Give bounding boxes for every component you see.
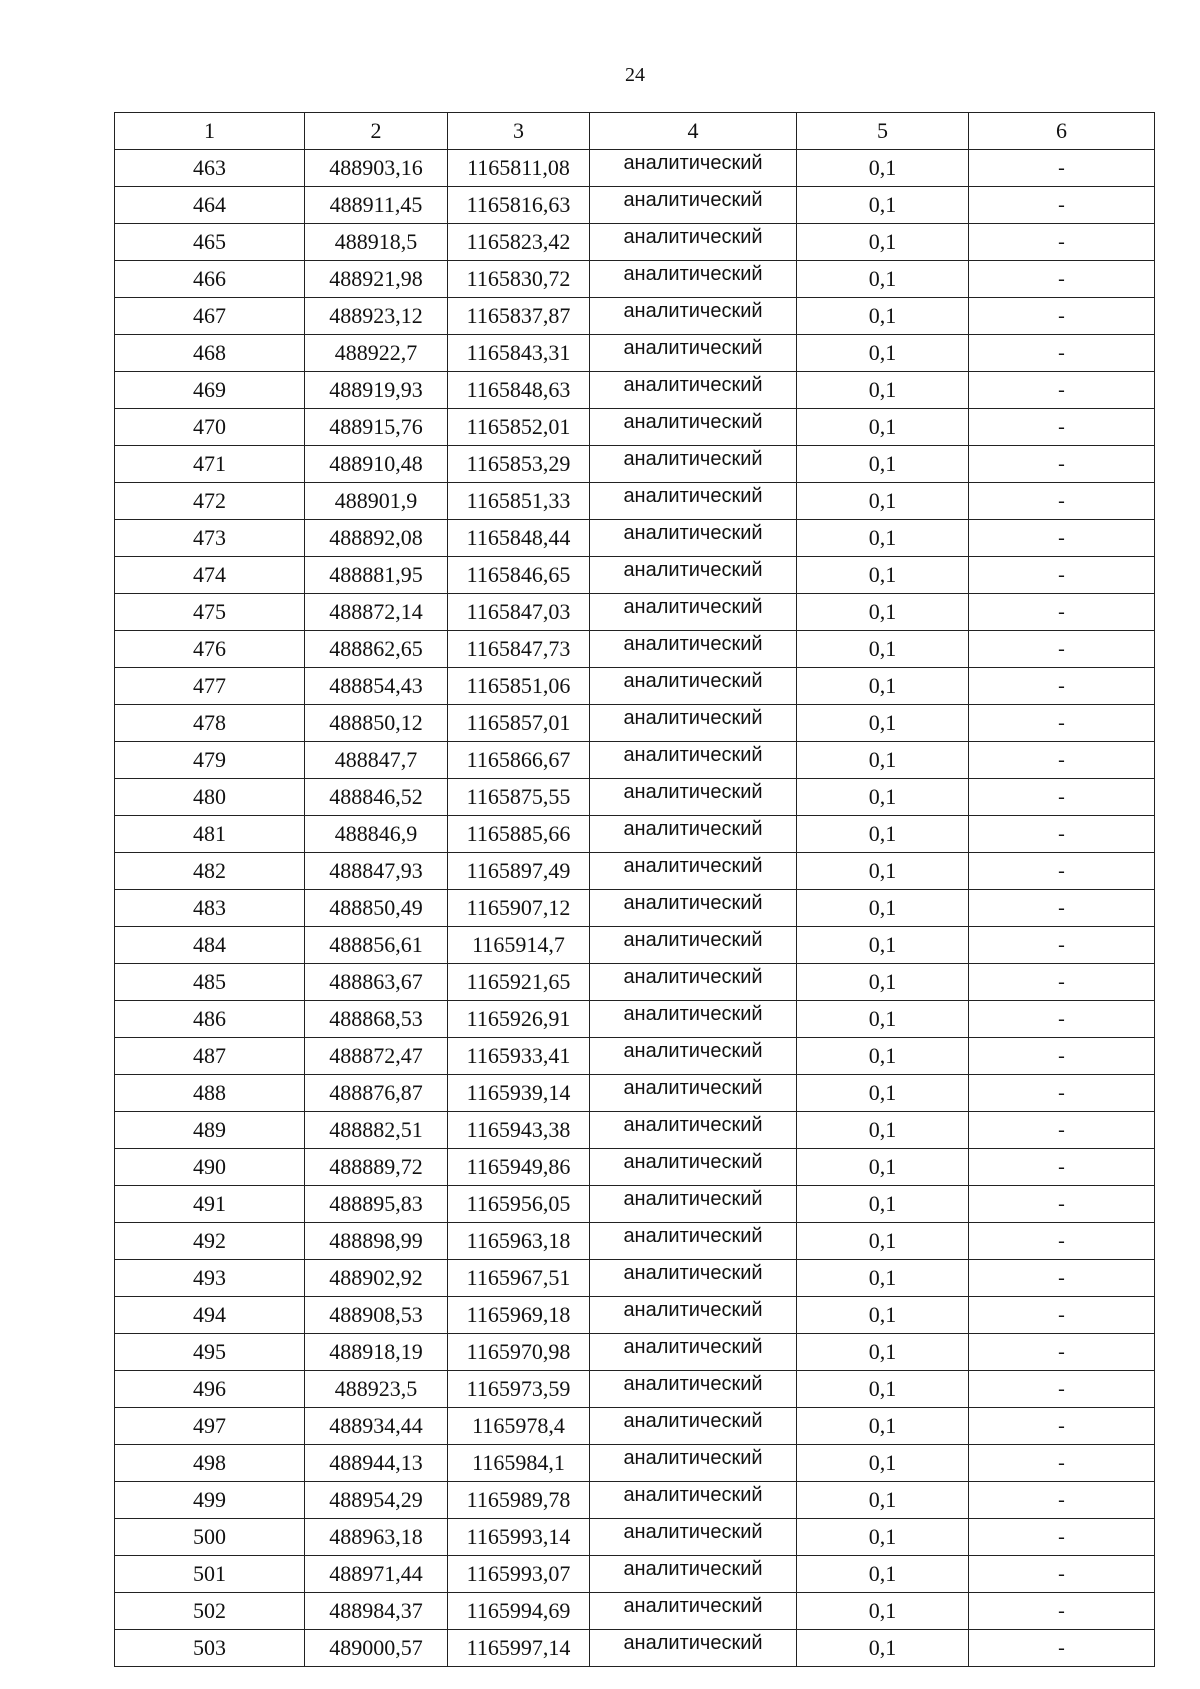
y-coordinate-cell: 1165866,67	[448, 742, 590, 779]
y-coordinate-cell: 1165847,03	[448, 594, 590, 631]
table-row	[115, 779, 1155, 816]
point-number-cell: 480	[115, 779, 305, 816]
point-number-cell: 498	[115, 1445, 305, 1482]
method-cell: аналитический	[590, 1556, 797, 1593]
x-coordinate-cell: 488846,9	[305, 816, 448, 853]
table-row	[115, 1260, 1155, 1297]
point-number-cell: 501	[115, 1556, 305, 1593]
y-coordinate-cell: 1165907,12	[448, 890, 590, 927]
method-cell: аналитический	[590, 1482, 797, 1519]
method-cell: аналитический	[590, 187, 797, 224]
note-cell: -	[969, 261, 1155, 298]
method-cell: аналитический	[590, 1445, 797, 1482]
table-row	[115, 1593, 1155, 1630]
coordinates-table	[114, 112, 1155, 1667]
point-number-cell: 465	[115, 224, 305, 261]
table-row	[115, 853, 1155, 890]
method-cell: аналитический	[590, 853, 797, 890]
note-cell: -	[969, 1223, 1155, 1260]
column-header: 6	[969, 113, 1155, 150]
accuracy-cell: 0,1	[797, 964, 969, 1001]
accuracy-cell: 0,1	[797, 1630, 969, 1667]
y-coordinate-cell: 1165967,51	[448, 1260, 590, 1297]
x-coordinate-cell: 488971,44	[305, 1556, 448, 1593]
note-cell: -	[969, 1482, 1155, 1519]
accuracy-cell: 0,1	[797, 1334, 969, 1371]
x-coordinate-cell: 488963,18	[305, 1519, 448, 1556]
method-cell: аналитический	[590, 631, 797, 668]
accuracy-cell: 0,1	[797, 705, 969, 742]
accuracy-cell: 0,1	[797, 1556, 969, 1593]
method-cell: аналитический	[590, 1408, 797, 1445]
x-coordinate-cell: 488856,61	[305, 927, 448, 964]
y-coordinate-cell: 1165933,41	[448, 1038, 590, 1075]
method-cell: аналитический	[590, 1112, 797, 1149]
y-coordinate-cell: 1165851,06	[448, 668, 590, 705]
point-number-cell: 500	[115, 1519, 305, 1556]
y-coordinate-cell: 1165885,66	[448, 816, 590, 853]
point-number-cell: 477	[115, 668, 305, 705]
x-coordinate-cell: 488954,29	[305, 1482, 448, 1519]
table-row	[115, 1334, 1155, 1371]
y-coordinate-cell: 1165949,86	[448, 1149, 590, 1186]
note-cell: -	[969, 1445, 1155, 1482]
table-row	[115, 557, 1155, 594]
method-cell: аналитический	[590, 705, 797, 742]
point-number-cell: 492	[115, 1223, 305, 1260]
note-cell: -	[969, 927, 1155, 964]
y-coordinate-cell: 1165848,44	[448, 520, 590, 557]
accuracy-cell: 0,1	[797, 224, 969, 261]
point-number-cell: 471	[115, 446, 305, 483]
accuracy-cell: 0,1	[797, 631, 969, 668]
y-coordinate-cell: 1165830,72	[448, 261, 590, 298]
x-coordinate-cell: 488921,98	[305, 261, 448, 298]
note-cell: -	[969, 705, 1155, 742]
note-cell: -	[969, 1075, 1155, 1112]
method-cell: аналитический	[590, 446, 797, 483]
method-cell: аналитический	[590, 1593, 797, 1630]
accuracy-cell: 0,1	[797, 335, 969, 372]
accuracy-cell: 0,1	[797, 927, 969, 964]
x-coordinate-cell: 488872,14	[305, 594, 448, 631]
method-cell: аналитический	[590, 224, 797, 261]
note-cell: -	[969, 1001, 1155, 1038]
note-cell: -	[969, 1297, 1155, 1334]
y-coordinate-cell: 1165914,7	[448, 927, 590, 964]
x-coordinate-cell: 488889,72	[305, 1149, 448, 1186]
method-cell: аналитический	[590, 1371, 797, 1408]
method-cell: аналитический	[590, 1223, 797, 1260]
table-row	[115, 1371, 1155, 1408]
table-row	[115, 483, 1155, 520]
y-coordinate-cell: 1165989,78	[448, 1482, 590, 1519]
accuracy-cell: 0,1	[797, 742, 969, 779]
note-cell: -	[969, 187, 1155, 224]
table-row	[115, 1038, 1155, 1075]
table-row	[115, 668, 1155, 705]
method-cell: аналитический	[590, 1149, 797, 1186]
note-cell: -	[969, 816, 1155, 853]
accuracy-cell: 0,1	[797, 1186, 969, 1223]
x-coordinate-cell: 488901,9	[305, 483, 448, 520]
table-row	[115, 1149, 1155, 1186]
y-coordinate-cell: 1165926,91	[448, 1001, 590, 1038]
method-cell: аналитический	[590, 668, 797, 705]
note-cell: -	[969, 1519, 1155, 1556]
note-cell: -	[969, 150, 1155, 187]
accuracy-cell: 0,1	[797, 668, 969, 705]
table-row	[115, 1297, 1155, 1334]
accuracy-cell: 0,1	[797, 1075, 969, 1112]
x-coordinate-cell: 488908,53	[305, 1297, 448, 1334]
x-coordinate-cell: 488868,53	[305, 1001, 448, 1038]
point-number-cell: 475	[115, 594, 305, 631]
point-number-cell: 496	[115, 1371, 305, 1408]
x-coordinate-cell: 488881,95	[305, 557, 448, 594]
y-coordinate-cell: 1165973,59	[448, 1371, 590, 1408]
y-coordinate-cell: 1165969,18	[448, 1297, 590, 1334]
point-number-cell: 488	[115, 1075, 305, 1112]
table-row	[115, 964, 1155, 1001]
method-cell: аналитический	[590, 890, 797, 927]
accuracy-cell: 0,1	[797, 1482, 969, 1519]
table-row	[115, 1482, 1155, 1519]
y-coordinate-cell: 1165823,42	[448, 224, 590, 261]
y-coordinate-cell: 1165846,65	[448, 557, 590, 594]
x-coordinate-cell: 488922,7	[305, 335, 448, 372]
note-cell: -	[969, 298, 1155, 335]
x-coordinate-cell: 488895,83	[305, 1186, 448, 1223]
y-coordinate-cell: 1165943,38	[448, 1112, 590, 1149]
point-number-cell: 486	[115, 1001, 305, 1038]
accuracy-cell: 0,1	[797, 557, 969, 594]
accuracy-cell: 0,1	[797, 853, 969, 890]
y-coordinate-cell: 1165816,63	[448, 187, 590, 224]
note-cell: -	[969, 557, 1155, 594]
note-cell: -	[969, 1556, 1155, 1593]
column-header: 3	[448, 113, 590, 150]
y-coordinate-cell: 1165847,73	[448, 631, 590, 668]
method-cell: аналитический	[590, 483, 797, 520]
method-cell: аналитический	[590, 1519, 797, 1556]
point-number-cell: 468	[115, 335, 305, 372]
table-row	[115, 927, 1155, 964]
x-coordinate-cell: 488910,48	[305, 446, 448, 483]
table-row	[115, 409, 1155, 446]
x-coordinate-cell: 488923,5	[305, 1371, 448, 1408]
y-coordinate-cell: 1165837,87	[448, 298, 590, 335]
point-number-cell: 466	[115, 261, 305, 298]
column-header: 1	[115, 113, 305, 150]
y-coordinate-cell: 1165857,01	[448, 705, 590, 742]
note-cell: -	[969, 668, 1155, 705]
point-number-cell: 503	[115, 1630, 305, 1667]
point-number-cell: 499	[115, 1482, 305, 1519]
x-coordinate-cell: 488903,16	[305, 150, 448, 187]
table-row	[115, 372, 1155, 409]
point-number-cell: 489	[115, 1112, 305, 1149]
point-number-cell: 493	[115, 1260, 305, 1297]
point-number-cell: 476	[115, 631, 305, 668]
table-body	[115, 150, 1155, 1667]
method-cell: аналитический	[590, 372, 797, 409]
accuracy-cell: 0,1	[797, 1260, 969, 1297]
note-cell: -	[969, 1334, 1155, 1371]
note-cell: -	[969, 853, 1155, 890]
y-coordinate-cell: 1165963,18	[448, 1223, 590, 1260]
table-row	[115, 261, 1155, 298]
accuracy-cell: 0,1	[797, 483, 969, 520]
table-row	[115, 890, 1155, 927]
accuracy-cell: 0,1	[797, 409, 969, 446]
method-cell: аналитический	[590, 927, 797, 964]
x-coordinate-cell: 488944,13	[305, 1445, 448, 1482]
point-number-cell: 474	[115, 557, 305, 594]
table-row	[115, 1112, 1155, 1149]
x-coordinate-cell: 488911,45	[305, 187, 448, 224]
x-coordinate-cell: 488923,12	[305, 298, 448, 335]
note-cell: -	[969, 631, 1155, 668]
column-header: 4	[590, 113, 797, 150]
note-cell: -	[969, 335, 1155, 372]
y-coordinate-cell: 1165853,29	[448, 446, 590, 483]
x-coordinate-cell: 488854,43	[305, 668, 448, 705]
point-number-cell: 469	[115, 372, 305, 409]
point-number-cell: 481	[115, 816, 305, 853]
note-cell: -	[969, 446, 1155, 483]
accuracy-cell: 0,1	[797, 1001, 969, 1038]
table-row	[115, 1223, 1155, 1260]
method-cell: аналитический	[590, 1630, 797, 1667]
x-coordinate-cell: 488872,47	[305, 1038, 448, 1075]
method-cell: аналитический	[590, 1075, 797, 1112]
method-cell: аналитический	[590, 1297, 797, 1334]
method-cell: аналитический	[590, 742, 797, 779]
method-cell: аналитический	[590, 594, 797, 631]
note-cell: -	[969, 1149, 1155, 1186]
y-coordinate-cell: 1165970,98	[448, 1334, 590, 1371]
table-row	[115, 298, 1155, 335]
point-number-cell: 482	[115, 853, 305, 890]
x-coordinate-cell: 488847,93	[305, 853, 448, 890]
note-cell: -	[969, 964, 1155, 1001]
point-number-cell: 484	[115, 927, 305, 964]
accuracy-cell: 0,1	[797, 187, 969, 224]
x-coordinate-cell: 488862,65	[305, 631, 448, 668]
y-coordinate-cell: 1165811,08	[448, 150, 590, 187]
y-coordinate-cell: 1165984,1	[448, 1445, 590, 1482]
table-row	[115, 1186, 1155, 1223]
table-row	[115, 1408, 1155, 1445]
method-cell: аналитический	[590, 520, 797, 557]
table-row	[115, 150, 1155, 187]
method-cell: аналитический	[590, 557, 797, 594]
x-coordinate-cell: 488918,5	[305, 224, 448, 261]
x-coordinate-cell: 488984,37	[305, 1593, 448, 1630]
x-coordinate-cell: 488915,76	[305, 409, 448, 446]
accuracy-cell: 0,1	[797, 1223, 969, 1260]
point-number-cell: 472	[115, 483, 305, 520]
x-coordinate-cell: 488876,87	[305, 1075, 448, 1112]
note-cell: -	[969, 409, 1155, 446]
table-row	[115, 631, 1155, 668]
x-coordinate-cell: 488847,7	[305, 742, 448, 779]
method-cell: аналитический	[590, 335, 797, 372]
point-number-cell: 467	[115, 298, 305, 335]
note-cell: -	[969, 1186, 1155, 1223]
y-coordinate-cell: 1165843,31	[448, 335, 590, 372]
table-row	[115, 520, 1155, 557]
note-cell: -	[969, 1630, 1155, 1667]
accuracy-cell: 0,1	[797, 446, 969, 483]
accuracy-cell: 0,1	[797, 1371, 969, 1408]
y-coordinate-cell: 1165852,01	[448, 409, 590, 446]
point-number-cell: 470	[115, 409, 305, 446]
table-row	[115, 187, 1155, 224]
table-row	[115, 1556, 1155, 1593]
x-coordinate-cell: 488882,51	[305, 1112, 448, 1149]
y-coordinate-cell: 1165978,4	[448, 1408, 590, 1445]
point-number-cell: 473	[115, 520, 305, 557]
point-number-cell: 491	[115, 1186, 305, 1223]
x-coordinate-cell: 488919,93	[305, 372, 448, 409]
accuracy-cell: 0,1	[797, 1593, 969, 1630]
accuracy-cell: 0,1	[797, 520, 969, 557]
note-cell: -	[969, 372, 1155, 409]
method-cell: аналитический	[590, 779, 797, 816]
table-row	[115, 1445, 1155, 1482]
x-coordinate-cell: 488892,08	[305, 520, 448, 557]
x-coordinate-cell: 488846,52	[305, 779, 448, 816]
note-cell: -	[969, 224, 1155, 261]
x-coordinate-cell: 489000,57	[305, 1630, 448, 1667]
table-header	[115, 113, 1155, 150]
point-number-cell: 494	[115, 1297, 305, 1334]
accuracy-cell: 0,1	[797, 261, 969, 298]
note-cell: -	[969, 1408, 1155, 1445]
point-number-cell: 502	[115, 1593, 305, 1630]
point-number-cell: 490	[115, 1149, 305, 1186]
accuracy-cell: 0,1	[797, 150, 969, 187]
note-cell: -	[969, 779, 1155, 816]
y-coordinate-cell: 1165956,05	[448, 1186, 590, 1223]
note-cell: -	[969, 1371, 1155, 1408]
table-row	[115, 594, 1155, 631]
method-cell: аналитический	[590, 298, 797, 335]
note-cell: -	[969, 742, 1155, 779]
accuracy-cell: 0,1	[797, 779, 969, 816]
y-coordinate-cell: 1165939,14	[448, 1075, 590, 1112]
page-number: 24	[625, 64, 645, 86]
method-cell: аналитический	[590, 150, 797, 187]
table-row	[115, 446, 1155, 483]
y-coordinate-cell: 1165875,55	[448, 779, 590, 816]
point-number-cell: 483	[115, 890, 305, 927]
point-number-cell: 495	[115, 1334, 305, 1371]
accuracy-cell: 0,1	[797, 594, 969, 631]
table-row	[115, 705, 1155, 742]
table-row	[115, 816, 1155, 853]
method-cell: аналитический	[590, 409, 797, 446]
y-coordinate-cell: 1165993,07	[448, 1556, 590, 1593]
x-coordinate-cell: 488850,12	[305, 705, 448, 742]
point-number-cell: 487	[115, 1038, 305, 1075]
accuracy-cell: 0,1	[797, 372, 969, 409]
table-row	[115, 224, 1155, 261]
method-cell: аналитический	[590, 1334, 797, 1371]
note-cell: -	[969, 483, 1155, 520]
note-cell: -	[969, 594, 1155, 631]
point-number-cell: 478	[115, 705, 305, 742]
method-cell: аналитический	[590, 1038, 797, 1075]
method-cell: аналитический	[590, 1260, 797, 1297]
y-coordinate-cell: 1165851,33	[448, 483, 590, 520]
y-coordinate-cell: 1165897,49	[448, 853, 590, 890]
accuracy-cell: 0,1	[797, 1297, 969, 1334]
x-coordinate-cell: 488898,99	[305, 1223, 448, 1260]
accuracy-cell: 0,1	[797, 1519, 969, 1556]
table-row	[115, 1519, 1155, 1556]
table-row	[115, 335, 1155, 372]
x-coordinate-cell: 488918,19	[305, 1334, 448, 1371]
note-cell: -	[969, 520, 1155, 557]
column-header: 5	[797, 113, 969, 150]
note-cell: -	[969, 1112, 1155, 1149]
y-coordinate-cell: 1165993,14	[448, 1519, 590, 1556]
point-number-cell: 479	[115, 742, 305, 779]
accuracy-cell: 0,1	[797, 1149, 969, 1186]
point-number-cell: 485	[115, 964, 305, 1001]
method-cell: аналитический	[590, 261, 797, 298]
accuracy-cell: 0,1	[797, 298, 969, 335]
header-row	[115, 113, 1155, 150]
point-number-cell: 463	[115, 150, 305, 187]
point-number-cell: 464	[115, 187, 305, 224]
y-coordinate-cell: 1165921,65	[448, 964, 590, 1001]
column-header: 2	[305, 113, 448, 150]
note-cell: -	[969, 1593, 1155, 1630]
method-cell: аналитический	[590, 1001, 797, 1038]
accuracy-cell: 0,1	[797, 1038, 969, 1075]
method-cell: аналитический	[590, 964, 797, 1001]
note-cell: -	[969, 1260, 1155, 1297]
table-row	[115, 1075, 1155, 1112]
accuracy-cell: 0,1	[797, 890, 969, 927]
table-row	[115, 1001, 1155, 1038]
y-coordinate-cell: 1165997,14	[448, 1630, 590, 1667]
table-row	[115, 742, 1155, 779]
note-cell: -	[969, 890, 1155, 927]
note-cell: -	[969, 1038, 1155, 1075]
accuracy-cell: 0,1	[797, 816, 969, 853]
accuracy-cell: 0,1	[797, 1445, 969, 1482]
accuracy-cell: 0,1	[797, 1112, 969, 1149]
method-cell: аналитический	[590, 816, 797, 853]
accuracy-cell: 0,1	[797, 1408, 969, 1445]
x-coordinate-cell: 488863,67	[305, 964, 448, 1001]
y-coordinate-cell: 1165848,63	[448, 372, 590, 409]
method-cell: аналитический	[590, 1186, 797, 1223]
x-coordinate-cell: 488850,49	[305, 890, 448, 927]
x-coordinate-cell: 488934,44	[305, 1408, 448, 1445]
point-number-cell: 497	[115, 1408, 305, 1445]
y-coordinate-cell: 1165994,69	[448, 1593, 590, 1630]
x-coordinate-cell: 488902,92	[305, 1260, 448, 1297]
table-row	[115, 1630, 1155, 1667]
